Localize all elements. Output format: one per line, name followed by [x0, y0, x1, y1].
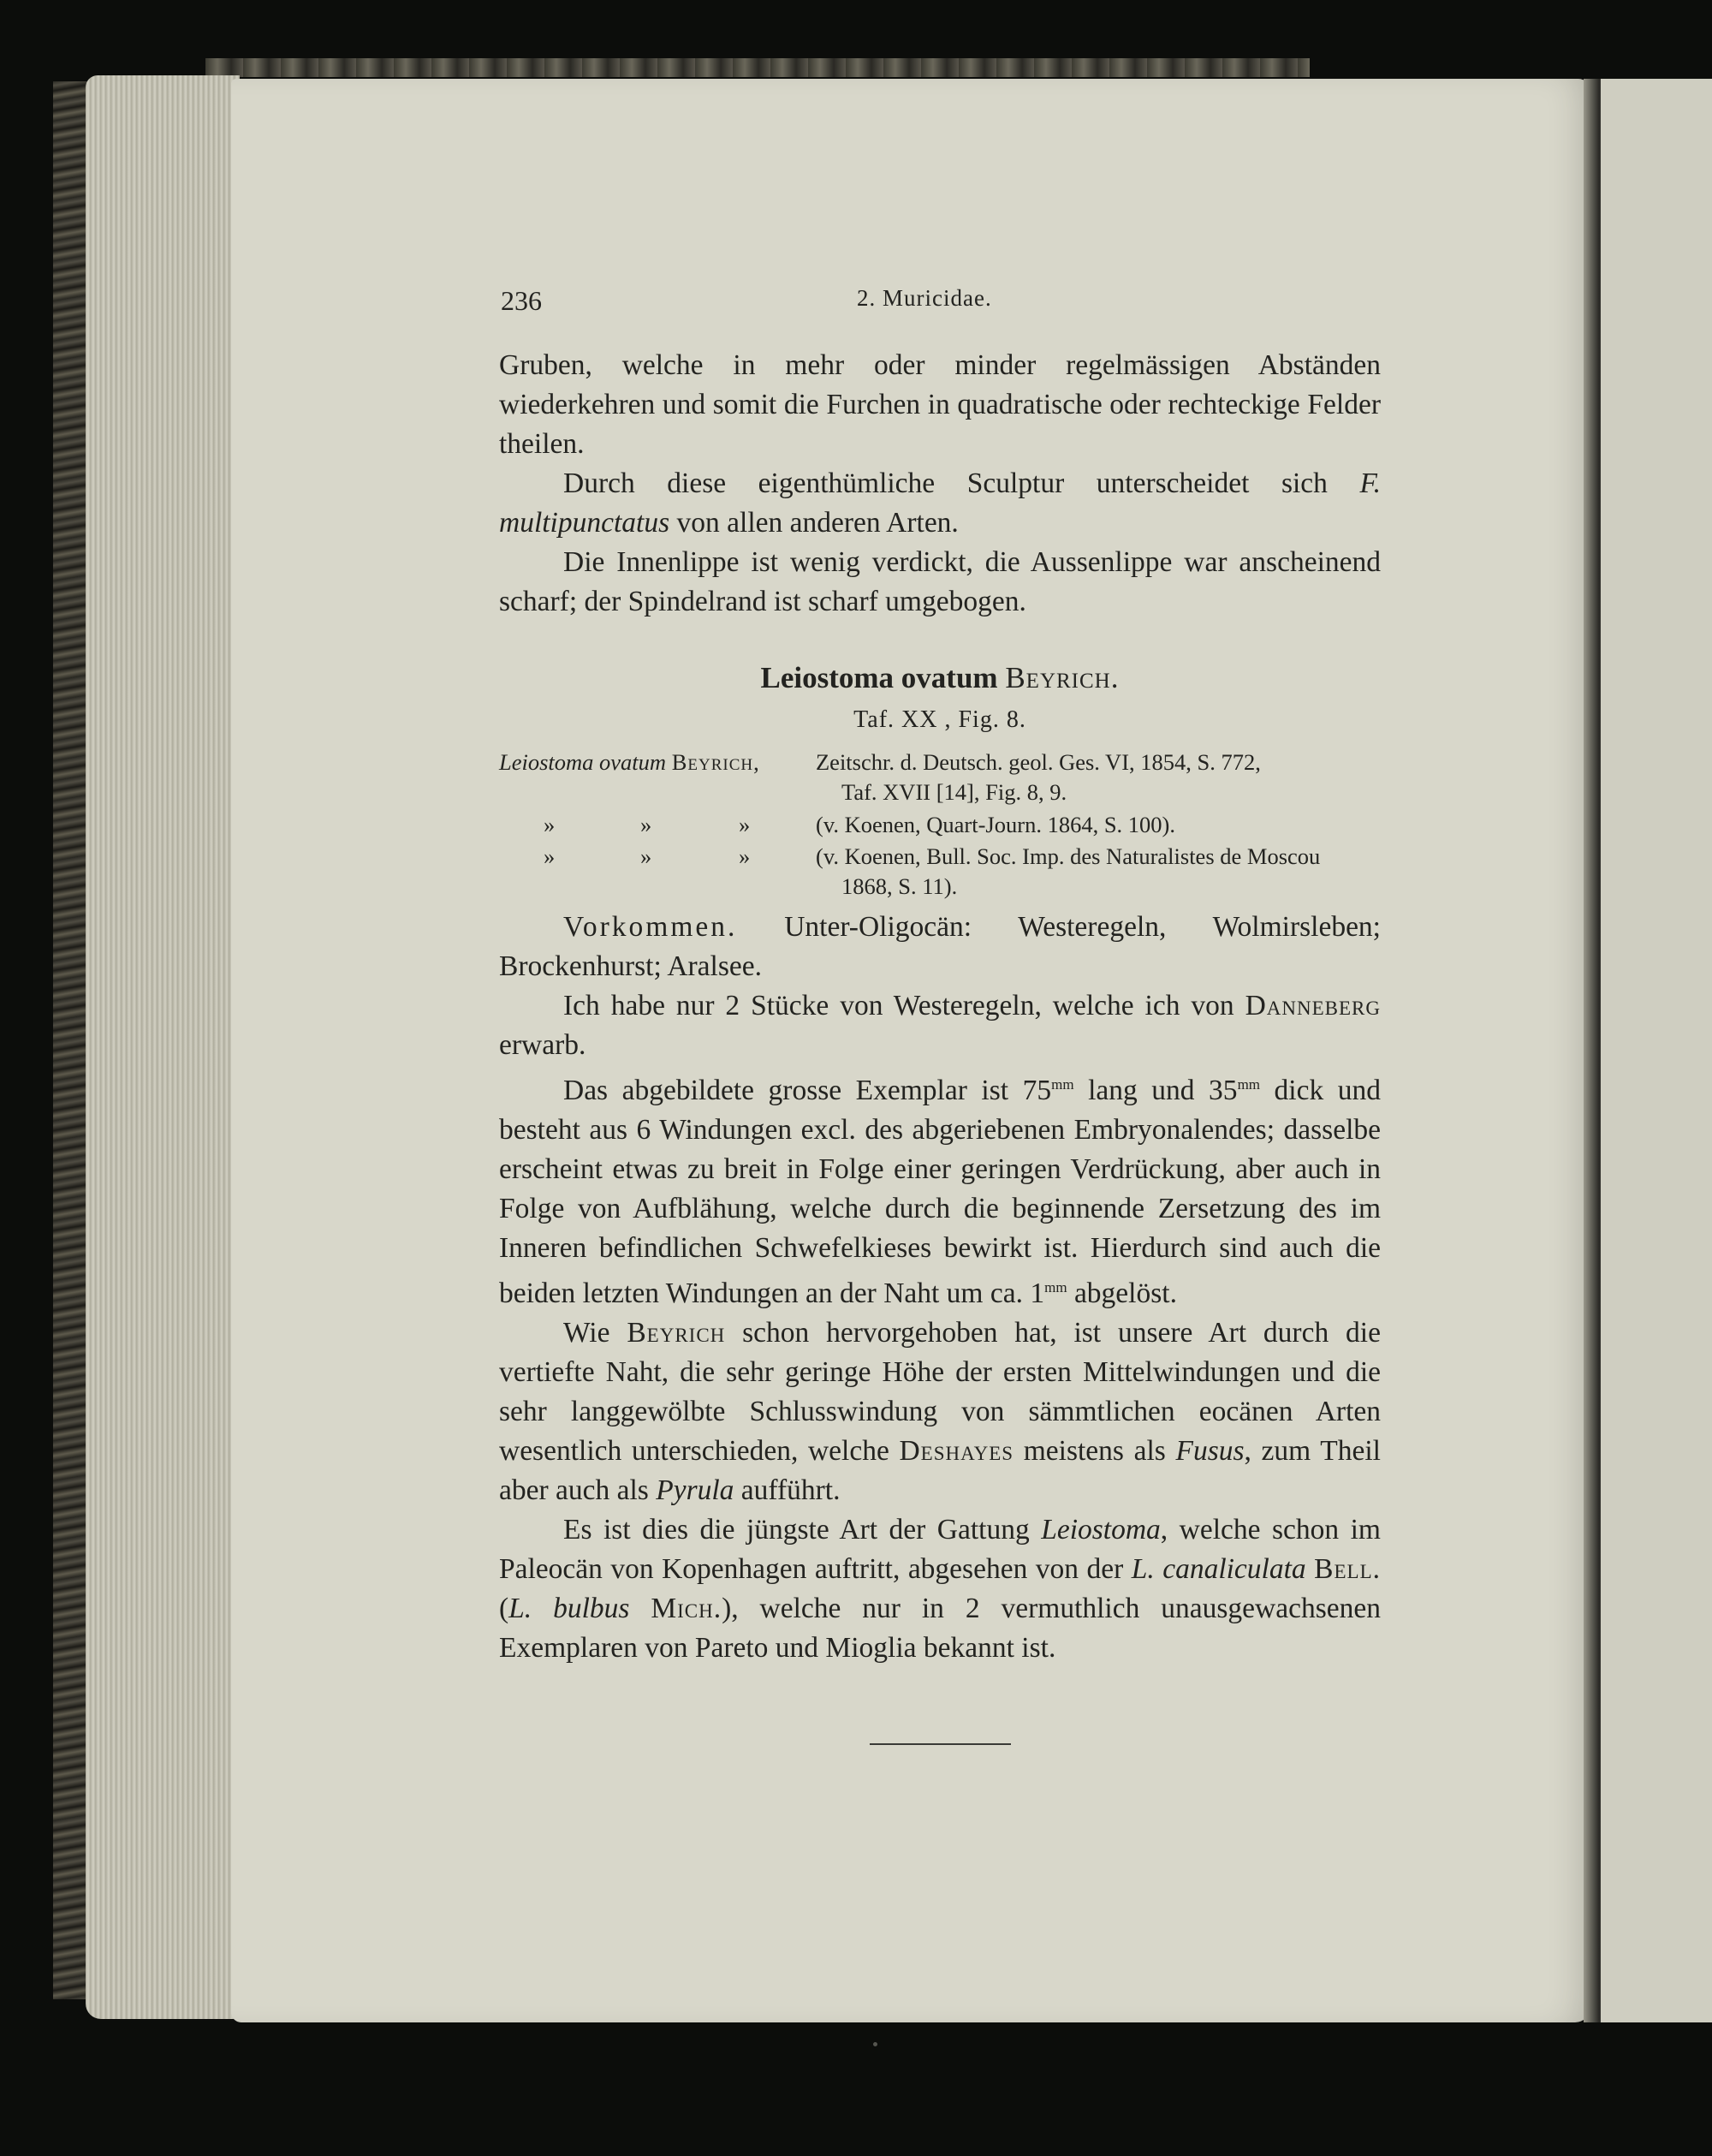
- plate-reference: Taf. XX , Fig. 8.: [853, 706, 1026, 733]
- paragraph: Das abgebildete grosse Exemplar ist $75^{mm}$ lang und $35^{mm}$ dick und besteht aus 6 Windungen excl. des abgeriebenen Embryonalendes; dasselbe erscheint etwas zu breit in Folge einer geringen Verdrückung, aber auch in Folge von Aufblähung, welche durch die beginnende Zersetzung des im Inneren befindlichen Schwefelkieses bewirkt ist. Hierdurch sind auch die beiden letzten Windungen an der Naht um ca. $1^{mm}$ abgelöst.: [499, 1075, 1381, 1310]
- page-header: [499, 285, 1381, 323]
- species-name: F. multipunctatus: [499, 468, 1381, 539]
- species-heading: Leiostoma ovatum Beyrich.: [760, 661, 1120, 694]
- book-spine: [53, 81, 87, 1999]
- body-section-2: [499, 908, 1381, 1668]
- page-edges: [86, 75, 240, 2019]
- paragraph: Wie Beyrich schon hervorgehoben hat, ist unsere Art durch die vertiefte Naht, die sehr geringe Höhe der ersten Mittelwindungen und die sehr langgewölbte Schlusswindung von sämmtlichen eocänen Arten wesentlich unterschieden, welche Deshayes meistens als Fusus, zum Theil aber auch als Pyrula aufführt.: [499, 1317, 1381, 1507]
- book-headband: [205, 58, 1310, 77]
- paper-speck: [873, 2042, 877, 2046]
- running-title: 2. Muricidae.: [857, 285, 992, 311]
- paragraph: Vorkommen. Unter-Oligocän: Westeregeln, Wolmirsleben; Brockenhurst; Aralsee.: [499, 911, 1381, 982]
- section-end-rule: [870, 1743, 1011, 1745]
- facing-page-edge: [1601, 79, 1712, 2022]
- paragraph: Ich habe nur 2 Stücke von Westeregeln, welche ich von Danneberg erwarb.: [499, 990, 1381, 1061]
- paragraph: Durch diese eigenthümliche Sculptur unterscheidet sich F. multipunctatus von allen anderen Arten.: [499, 468, 1381, 539]
- paragraph: Es ist dies die jüngste Art der Gattung Leiostoma, welche schon im Paleocän von Kopenhagen auftritt, abgesehen von der L. canaliculata Bell. (L. bulbus Mich.), welche nur in 2 vermuthlich unausgewachsenen Exemplaren von Pareto und Mioglia bekannt ist.: [499, 1514, 1382, 1665]
- paragraph: Die Innenlippe ist wenig verdickt, die Aussenlippe war anscheinend scharf; der Spindelrand ist scharf umgebogen.: [499, 546, 1381, 617]
- paragraph: Gruben, welche in mehr oder minder regelmässigen Abständen wiederkehren und somit die Furchen in quadratische oder rechteckige Felder theilen.: [499, 349, 1381, 460]
- page-number: 236: [501, 285, 542, 316]
- body-section-1: [499, 346, 1381, 622]
